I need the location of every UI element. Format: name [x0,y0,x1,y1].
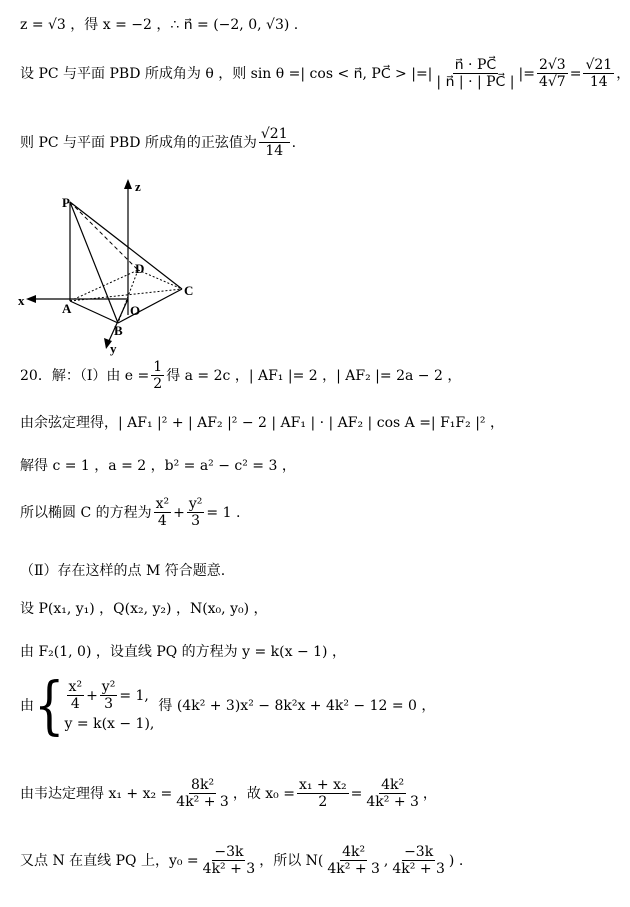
fraction-den: 14 [265,143,284,159]
fraction-N-x [325,845,382,876]
solution-line-9: 设 P(x₁, y₁) ，Q(x₂, y₂) ，N(x₀, y₀) ， [20,601,268,617]
line-12-eq: = [350,785,363,802]
solution-line-11 [20,669,436,742]
line-3-prefix: 则 PC 与平面 PBD 所成角的正弦值为 [20,134,257,151]
fraction-y0 [201,845,258,876]
system-row-1-end: = 1, [119,687,149,704]
fraction-sum-roots [174,778,231,809]
fraction-den: 3 [191,513,201,529]
pyramid-figure [10,175,210,360]
fraction-den: 4k² + 3 [327,861,380,877]
fraction-num: 4k² [342,844,366,860]
solution-line-10: 由 F₂(1, 0) ，设直线 PQ 的方程为 y = k(x − 1) ， [20,644,346,660]
label-y: y [110,341,117,356]
fraction-eccentricity [151,360,164,391]
label-x: x [18,293,25,308]
fraction-num: 4k² [381,777,405,793]
fraction-value-1 [537,58,568,89]
label-B: B [114,323,123,338]
fraction-num: y² [101,679,116,695]
fraction-num: √21 [260,126,288,142]
system-row-2: y = k(x − 1), [64,716,155,732]
fraction-x-term [154,497,172,528]
fraction-value-2 [583,58,614,89]
fraction-den: 4√7 [538,74,566,90]
line-4-prefix: 20．解：（Ⅰ）由 e = [20,367,150,384]
solution-line-4 [20,360,461,391]
fraction-den: 3 [104,696,114,712]
fraction-num: 1 [153,359,163,375]
label-z: z [135,179,141,194]
fraction-num: x² [155,496,170,512]
fraction-den: 4 [70,696,80,712]
fraction-den: 4k² + 3 [202,861,256,877]
fraction-den: 14 [589,74,608,90]
fraction-x0 [364,778,421,809]
line-2-prefix: 设 PC 与平面 PBD 所成角为 θ ，则 sin θ =| cos < n⃗, PC⃗ > |=| [20,65,433,82]
fraction-N-y [390,845,447,876]
fraction-y-term [187,497,205,528]
fraction-y-term [100,680,118,711]
fraction-den: 4k² + 3 [366,794,419,810]
label-O: O [130,303,141,318]
fraction-num: y² [188,496,203,512]
z-axis-arrow [124,179,132,189]
x-axis-arrow [26,295,36,303]
fraction-den: | n⃗ | · | PC⃗ | [436,74,515,90]
solution-line-5: 由余弦定理得，| AF₁ |² + | AF₂ |² − 2 | AF₁ | · | AF₂ | cos A =| F₁F₂ |² ， [20,415,504,431]
fraction-midpoint [297,778,349,809]
fraction-den: 4k² + 3 [392,861,445,877]
system-row-1 [65,680,155,711]
solution-line-13 [20,845,463,876]
line-12-mid: ，故 x₀ = [232,785,295,802]
line-2-end: ， [616,65,630,82]
fraction-num: 2√3 [538,57,566,73]
label-D: D [135,261,145,276]
fraction-den: 4k² + 3 [176,794,229,810]
line-7-plus: + [173,504,185,521]
fraction-cosine [434,58,516,89]
solution-line-7 [20,497,240,528]
line-11-prefix: 由 [20,697,34,714]
line-3-end: . [291,134,297,151]
line-13-mid: ，所以 N( [259,852,324,869]
fraction-num: n⃗ · PC⃗ [454,57,497,73]
line-13-prefix: 又点 N 在直线 PQ 上，y₀ = [20,852,199,869]
fraction-num: 8k² [191,777,215,793]
left-brace: { [34,669,65,742]
line-7-prefix: 所以椭圆 C 的方程为 [20,504,152,521]
line-13-end: ) . [448,852,464,869]
solution-line-3 [20,127,296,158]
line-4-end: 得 a = 2c ，| AF₁ |= 2 ，| AF₂ |= 2a − 2 ， [166,367,462,384]
fraction-num: −3k [214,844,244,860]
label-A: A [62,301,72,316]
fraction-num: x₁ + x₂ [298,777,347,793]
equation-system [65,680,155,731]
solution-line-1: z = √3 ，得 x = −2 ，∴ n⃗ = (−2, 0, √3) . [20,17,299,33]
line-11-end: 得 (4k² + 3)x² − 8k²x + 4k² − 12 = 0 ， [158,697,436,714]
line-2-mid: |= [518,65,535,82]
fraction-num: x² [68,679,83,695]
solution-line-6: 解得 c = 1 ，a = 2 ，b² = a² − c² = 3 ， [20,458,296,474]
fraction-den: 2 [153,376,163,392]
label-P: P [62,195,70,210]
line-13-comma: , [383,852,389,869]
fraction-den: 4 [157,513,167,529]
system-plus: + [86,687,98,704]
fraction-x-term [67,680,85,711]
solution-line-2 [20,58,630,89]
fraction-sine-value [259,127,290,158]
line-7-end: = 1 . [206,504,241,521]
line-12-end: ， [422,785,437,802]
edge-DC [138,270,182,289]
line-2-eq: = [569,65,582,82]
label-C: C [184,283,194,298]
fraction-num: −3k [404,844,434,860]
fraction-num: √21 [585,57,613,73]
solution-line-8: （Ⅱ）存在这样的点 M 符合题意. [20,563,226,579]
fraction-den: 2 [318,794,328,810]
line-12-prefix: 由韦达定理得 x₁ + x₂ = [20,785,173,802]
solution-line-12 [20,778,437,809]
